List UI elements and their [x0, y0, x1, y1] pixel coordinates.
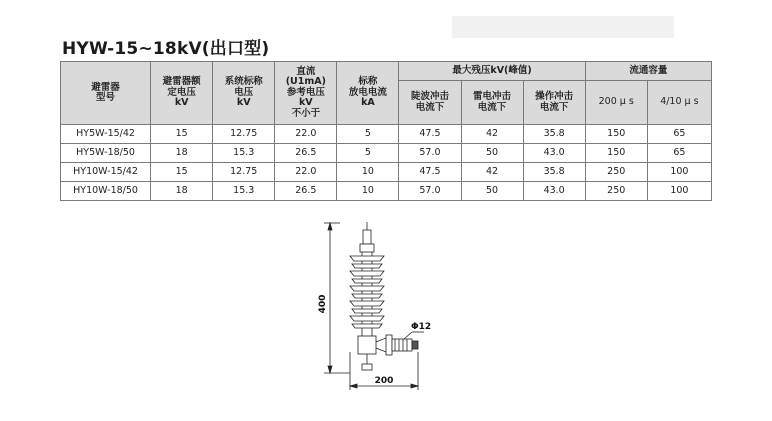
- side-bracket: [386, 335, 392, 355]
- cell-flow-200: 250: [585, 182, 647, 201]
- width-dimension-label: 200: [374, 376, 394, 386]
- cell-flow-4-10: 100: [647, 182, 711, 201]
- header-steep: 陡波冲击 电流下: [399, 81, 461, 125]
- header-flow-4-10: 4/10 μ s: [647, 81, 711, 125]
- cell-flow-4-10: 65: [647, 125, 711, 144]
- cell-model: HY5W-15/42: [61, 125, 151, 144]
- height-dimension-label: 400: [318, 294, 328, 314]
- header-model: 避雷器 型号: [61, 62, 151, 125]
- header-flow-200: 200 μ s: [585, 81, 647, 125]
- table-row: [61, 182, 712, 201]
- insulator-sheds: [350, 256, 384, 328]
- cell-dc: 22.0: [275, 163, 337, 182]
- cell-dc: 26.5: [275, 182, 337, 201]
- spec-table: [60, 61, 712, 201]
- cell-flow-200: 150: [585, 125, 647, 144]
- cell-switching: 43.0: [523, 144, 585, 163]
- cell-model: HY5W-18/50: [61, 144, 151, 163]
- cell-lightning: 42: [461, 125, 523, 144]
- cell-system: 15.3: [213, 144, 275, 163]
- header-max-residual: 最大残压kV(峰值): [399, 62, 585, 81]
- header-rated-voltage: 避雷器额 定电压 kV: [151, 62, 213, 125]
- cell-model: HY10W-18/50: [61, 182, 151, 201]
- cell-steep: 57.0: [399, 182, 461, 201]
- arrester-drawing: [300, 208, 460, 408]
- cell-lightning: 50: [461, 182, 523, 201]
- table-row: [61, 125, 712, 144]
- top-gray-bar: [452, 16, 674, 38]
- cell-discharge: 10: [337, 163, 399, 182]
- cell-system: 12.75: [213, 163, 275, 182]
- cell-rated: 15: [151, 125, 213, 144]
- header-system-voltage: 系统标称 电压 kV: [213, 62, 275, 125]
- cell-steep: 57.0: [399, 144, 461, 163]
- cell-lightning: 50: [461, 144, 523, 163]
- cell-dc: 22.0: [275, 125, 337, 144]
- cell-switching: 35.8: [523, 125, 585, 144]
- cell-flow-200: 250: [585, 163, 647, 182]
- cell-rated: 18: [151, 144, 213, 163]
- header-lightning: 雷电冲击 电流下: [461, 81, 523, 125]
- cell-rated: 18: [151, 182, 213, 201]
- header-flow-capacity: 流通容量: [585, 62, 711, 81]
- cell-lightning: 42: [461, 163, 523, 182]
- arrester-base: [358, 336, 376, 354]
- header-discharge-current: 标称 放电电流 kA: [337, 62, 399, 125]
- cell-discharge: 10: [337, 182, 399, 201]
- cell-switching: 43.0: [523, 182, 585, 201]
- diameter-label: Φ12: [411, 322, 432, 332]
- cell-dc: 26.5: [275, 144, 337, 163]
- cell-flow-4-10: 100: [647, 163, 711, 182]
- cell-rated: 15: [151, 163, 213, 182]
- cell-flow-200: 150: [585, 144, 647, 163]
- cell-model: HY10W-15/42: [61, 163, 151, 182]
- cell-flow-4-10: 65: [647, 144, 711, 163]
- table-row: [61, 144, 712, 163]
- cell-system: 15.3: [213, 182, 275, 201]
- cell-system: 12.75: [213, 125, 275, 144]
- cell-steep: 47.5: [399, 163, 461, 182]
- cell-discharge: 5: [337, 144, 399, 163]
- header-dc-reference: 直流 (U1mA) 参考电压 kV 不小于: [275, 62, 337, 125]
- cell-steep: 47.5: [399, 125, 461, 144]
- top-terminal: [363, 230, 371, 244]
- cell-discharge: 5: [337, 125, 399, 144]
- page-title: HYW-15~18kV(出口型): [62, 39, 270, 59]
- cell-switching: 35.8: [523, 163, 585, 182]
- table-row: [61, 163, 712, 182]
- header-switching: 操作冲击 电流下: [523, 81, 585, 125]
